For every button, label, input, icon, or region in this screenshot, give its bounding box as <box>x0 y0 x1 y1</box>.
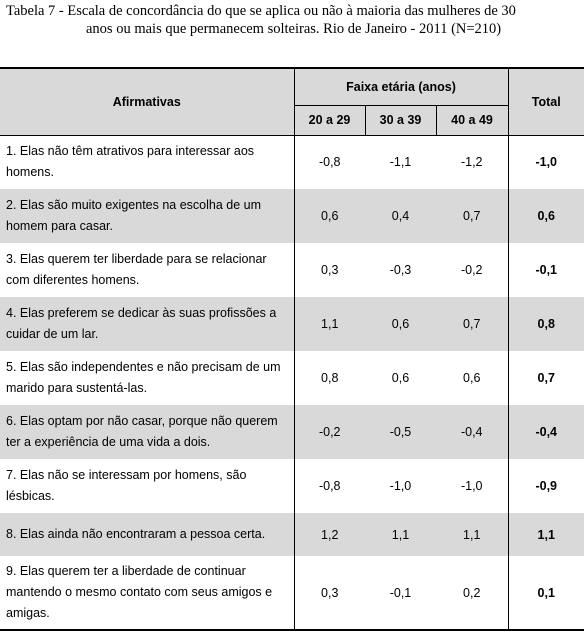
row-9-age-20-29: 0,3 <box>294 556 365 630</box>
row-1-age-20-29: -0,8 <box>294 135 365 189</box>
row-5-statement: 5. Elas são independentes e não precisam de um marido para sustentá-las. <box>6 360 281 395</box>
header-faixa-etaria: Faixa etária (anos) <box>294 68 508 105</box>
row-4-age-30-39: 0,6 <box>365 297 436 351</box>
row-6-age-30-39: -0,5 <box>365 405 436 459</box>
row-3-age-30-39: -0,3 <box>389 263 412 277</box>
row-9-total: 0,1 <box>508 556 584 630</box>
row-5-age-40-49: 0,6 <box>436 351 508 405</box>
row-3-total: -0,1 <box>535 263 558 277</box>
row-2-statement: 2. Elas são muito exigentes na escolha de um homem para casar. <box>0 189 294 243</box>
row-8-age-20-29: 1,2 <box>294 513 365 556</box>
row-2-age-40-49: 0,7 <box>436 189 508 243</box>
row-5-age-20-29: 0,8 <box>294 351 365 405</box>
row-7-total: -0,9 <box>535 479 558 493</box>
row-8-age-40-49: 1,1 <box>436 513 508 556</box>
row-8-total: 1,1 <box>508 513 584 556</box>
table-caption <box>6 2 580 38</box>
agreement-scale-table <box>0 67 584 631</box>
row-3-statement: 3. Elas querem ter liberdade para se relacionar com diferentes homens. <box>6 252 267 287</box>
row-6-age-40-49: -0,4 <box>436 405 508 459</box>
row-9-age-30-39: -0,1 <box>365 556 436 630</box>
row-4-total: 0,8 <box>508 297 584 351</box>
row-7-statement: 7. Elas não se interessam por homens, são lésbicas. <box>6 468 247 503</box>
row-2-age-20-29: 0,6 <box>294 189 365 243</box>
caption-line-2: anos ou mais que permanecem solteiras. Rio de Janeiro - 2011 (N=210) <box>86 21 502 37</box>
row-9-statement: 9. Elas querem ter a liberdade de continuar mantendo o mesmo contato com seus amigos e amigas. <box>0 556 294 630</box>
row-1-statement: 1. Elas não têm atrativos para interessar aos homens. <box>6 144 255 180</box>
row-7-age-30-39: -1,0 <box>389 479 412 493</box>
caption-line-1: Tabela 7 - Escala de concordância do que se aplica ou não à maioria das mulheres de 30 <box>6 3 516 19</box>
header-afirmativas: Afirmativas <box>0 68 294 135</box>
header-age-20-29: 20 a 29 <box>294 105 365 135</box>
row-8-age-30-39: 1,1 <box>365 513 436 556</box>
row-3-age-40-49: -0,2 <box>436 243 508 297</box>
row-2-total: 0,6 <box>508 189 584 243</box>
row-1-age-40-49: -1,2 <box>436 135 508 189</box>
row-1-total: -1,0 <box>535 155 558 170</box>
row-6-age-20-29: -0,2 <box>294 405 365 459</box>
row-6-total: -0,4 <box>508 405 584 459</box>
row-6-statement: 6. Elas optam por não casar, porque não querem ter a experiência de uma vida a dois. <box>0 405 294 459</box>
row-4-age-40-49: 0,7 <box>436 297 508 351</box>
row-9-age-40-49: 0,2 <box>436 556 508 630</box>
row-4-age-20-29: 1,1 <box>294 297 365 351</box>
row-5-total: 0,7 <box>537 371 555 385</box>
header-total: Total <box>508 68 584 135</box>
row-4-statement: 4. Elas preferem se dedicar às suas profissões a cuidar de um lar. <box>0 297 294 351</box>
header-age-40-49: 40 a 49 <box>436 105 508 135</box>
row-2-age-30-39: 0,4 <box>365 189 436 243</box>
row-7-age-40-49: -1,0 <box>436 459 508 513</box>
row-8-statement: 8. Elas ainda não encontraram a pessoa certa. <box>0 513 294 556</box>
row-5-age-30-39: 0,6 <box>391 371 410 385</box>
row-7-age-20-29: -0,8 <box>294 459 365 513</box>
row-1-age-30-39: -1,1 <box>389 155 412 170</box>
row-3-age-20-29: 0,3 <box>294 243 365 297</box>
header-age-30-39: 30 a 39 <box>365 105 436 135</box>
